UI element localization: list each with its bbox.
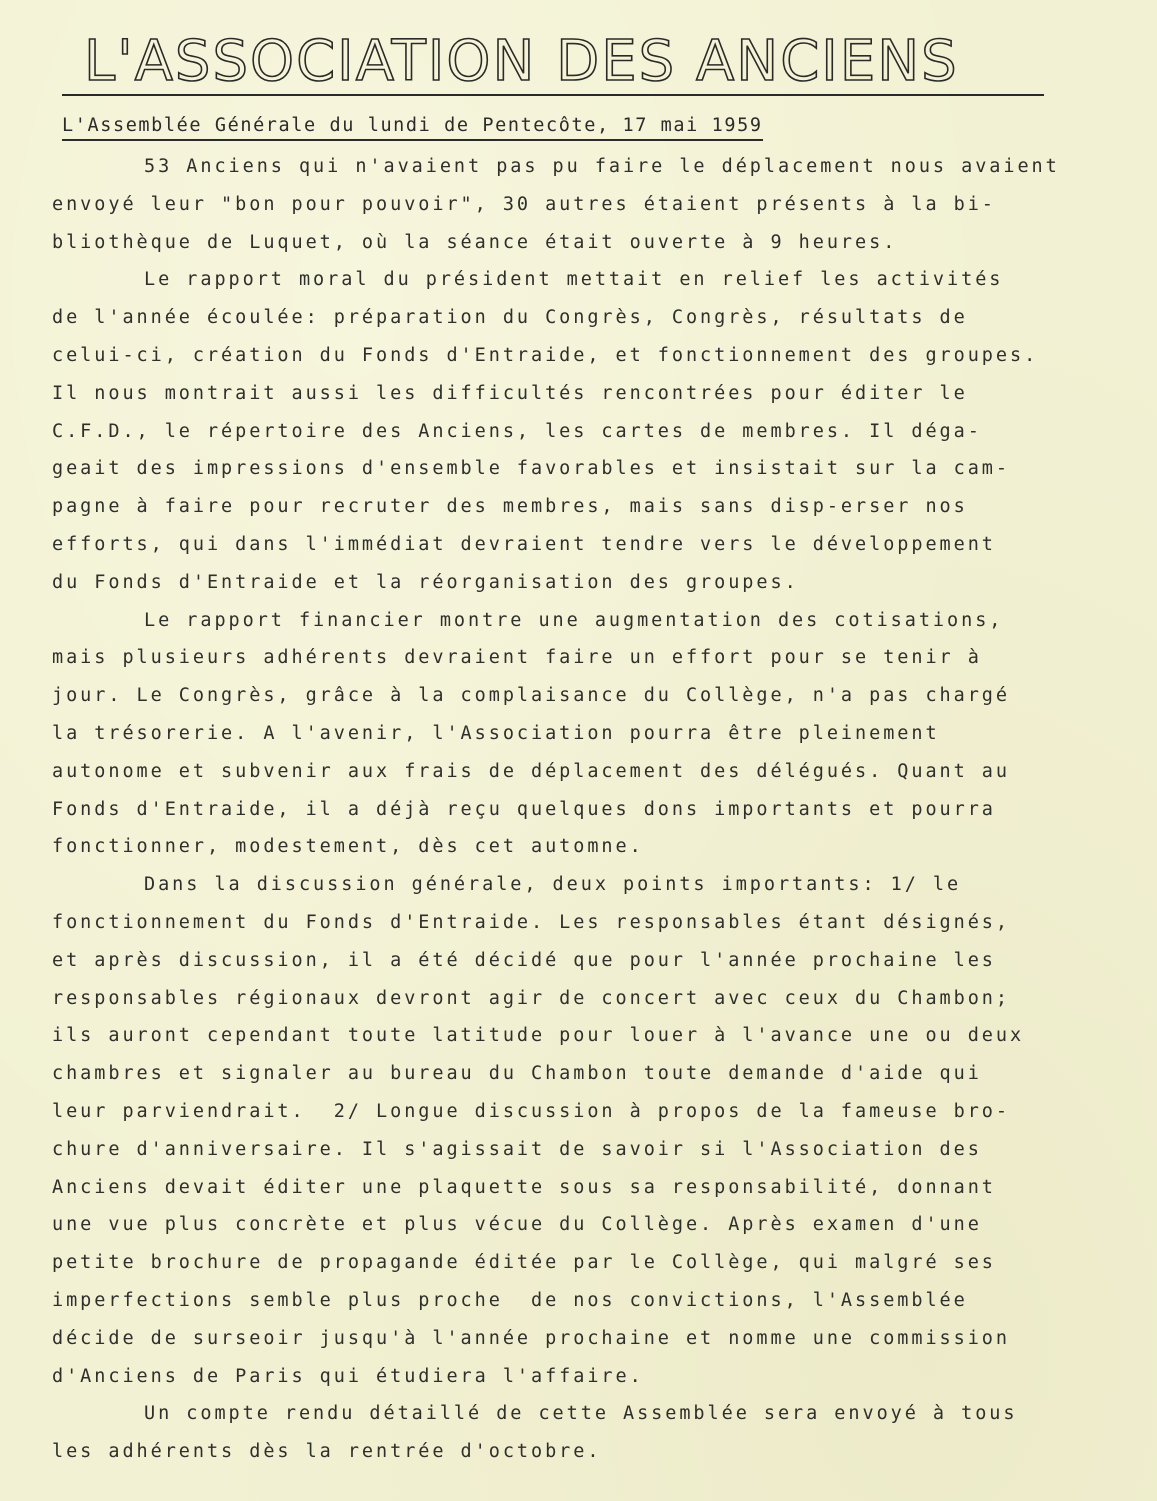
text-line: fonctionnement du Fonds d'Entraide. Les responsables étant désignés, [52,911,1010,933]
masthead [62,28,1042,98]
text-line: envoyé leur "bon pour pouvoir", 30 autres étaient présents à la bi- [52,193,996,215]
text-line: chure d'anniversaire. Il s'agissait de savoir si l'Association des [52,1138,982,1160]
text-line: mais plusieurs adhérents devraient faire un effort pour se tenir à [52,647,982,669]
text-line: la trésorerie. A l'avenir, l'Association pourra être pleinement [52,722,940,744]
text-line: Le rapport moral du président mettait en relief les activités [144,269,1004,291]
text-line: bliothèque de Luquet, où la séance était ouverte à 9 heures. [52,231,898,253]
text-line: autonome et subvenir aux frais de déplacement des délégués. Quant au [52,760,1010,782]
text-line: Il nous montrait aussi les difficultés rencontrées pour éditer le [52,382,968,404]
section-heading: L'Assemblée Générale du lundi de Pentecôte, 17 mai 1959 [62,114,763,141]
text-line: pagne à faire pour recruter des membres, mais sans disp-erser nos [52,496,968,518]
text-line: les adhérents dès la rentrée d'octobre. [52,1441,602,1463]
text-line: C.F.D., le répertoire des Anciens, les cartes de membres. Il déga- [52,420,982,442]
text-line: Le rapport financier montre une augmentation des cotisations, [144,609,1004,631]
text-line: Un compte rendu détaillé de cette Assemblée sera envoyé à tous [144,1403,1018,1425]
text-line: d'Anciens de Paris qui étudiera l'affaire. [52,1365,644,1387]
text-line: imperfections semble plus proche de nos convictions, l'Assemblée [52,1289,968,1311]
text-line: jour. Le Congrès, grâce à la complaisance du Collège, n'a pas chargé [52,685,1010,707]
text-line: décide de surseoir jusqu'à l'année prochaine et nomme une commission [52,1327,1010,1349]
text-line: 53 Anciens qui n'avaient pas pu faire le déplacement nous avaient [144,156,1060,177]
text-line: responsables régionaux devront agir de concert avec ceux du Chambon; [52,987,1010,1009]
text-line: geait des impressions d'ensemble favorables et insistait sur la cam- [52,458,1010,480]
masthead-title: L'ASSOCIATION DES ANCIENS [84,29,959,94]
masthead-underline [62,94,1044,96]
text-line: Dans la discussion générale, deux points importants: 1/ le [144,874,962,896]
text-line: Anciens devait éditer une plaquette sous sa responsabilité, donnant [52,1176,996,1198]
text-line: chambres et signaler au bureau du Chambon toute demande d'aide qui [52,1063,982,1085]
body-text [52,148,1132,1471]
text-line: petite brochure de propagande éditée par le Collège, qui malgré ses [52,1252,996,1274]
text-line: Fonds d'Entraide, il a déjà reçu quelques dons importants et pourra [52,798,996,820]
text-line: ils auront cependant toute latitude pour louer à l'avance une ou deux [52,1025,1025,1047]
text-line: de l'année écoulée: préparation du Congrès, Congrès, résultats de [52,307,968,329]
text-line: du Fonds d'Entraide et la réorganisation des groupes. [52,571,799,593]
text-line: et après discussion, il a été décidé que pour l'année prochaine les [52,949,996,971]
text-line: leur parviendrait. 2/ Longue discussion à propos de la fameuse bro- [52,1100,1010,1122]
text-line: efforts, qui dans l'immédiat devraient tendre vers le développement [52,533,996,555]
text-line: celui-ci, création du Fonds d'Entraide, et fonctionnement des groupes. [52,344,1039,366]
text-line: fonctionner, modestement, dès cet automne. [52,836,644,858]
text-line: une vue plus concrète et plus vécue du Collège. Après examen d'une [52,1214,982,1236]
